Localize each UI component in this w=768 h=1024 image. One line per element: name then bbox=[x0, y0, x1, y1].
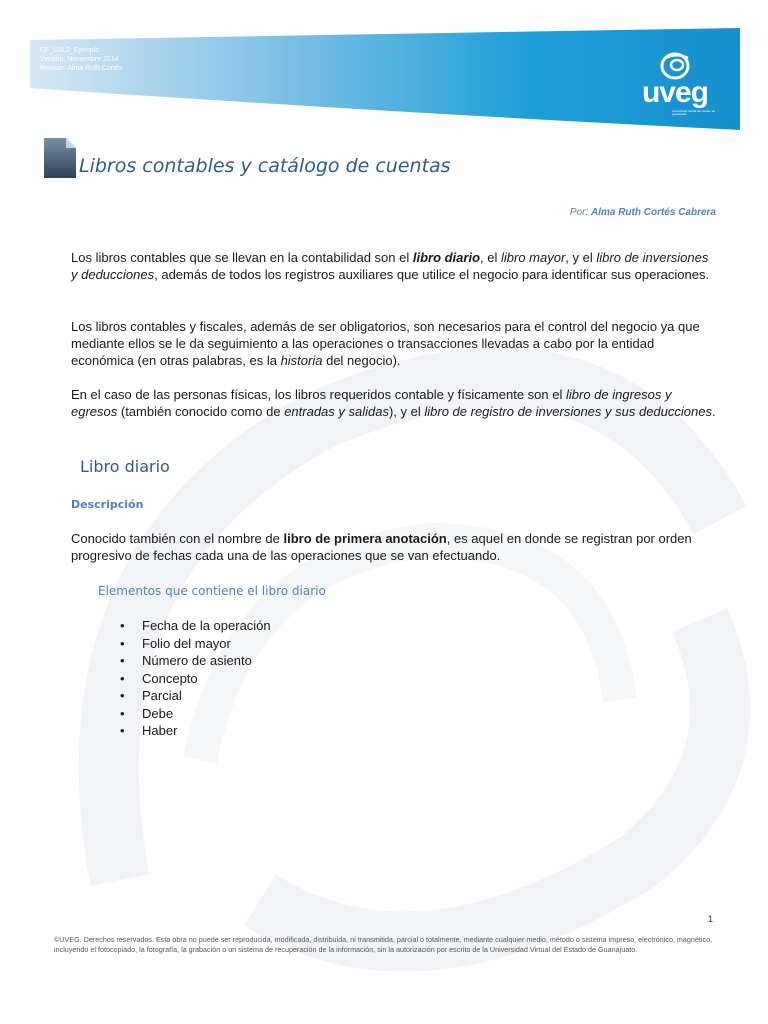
list-item: • Fecha de la operación bbox=[120, 617, 271, 635]
page-number: 1 bbox=[708, 914, 714, 924]
list-item: • Debe bbox=[120, 705, 271, 723]
meta-reviewer: Revisor: Alma Ruth Cortés bbox=[40, 65, 123, 72]
copyright-footer: ©UVEG. Derechos reservados. Esta obra no puede ser reproducida, modificada, distribuida, ni transmitida, parcial o totalmente, mediante cualquier medio, método o sistema impreso, electrónico, magnético, incluyendo el fotocopiado, la fotografía, la grabación o un sistema de recuperación de la información, sin la autorización por escrito de la Universidad Virtual del Estado de Guanajuato. bbox=[54, 935, 713, 954]
list-item: • Folio del mayor bbox=[120, 635, 271, 653]
section-heading: Libro diario bbox=[80, 457, 170, 476]
text-run: , además de todos los registros auxiliares que utilice el negocio para identificar sus operaciones. bbox=[154, 267, 710, 282]
term-libro-inversiones: libro de inversiones y deducciones bbox=[71, 250, 709, 282]
text-run: , y el bbox=[565, 250, 597, 265]
text-run: del negocio). bbox=[322, 353, 401, 368]
meta-version: Versión: Noviembre 2014 bbox=[40, 56, 119, 63]
term-registro-inversiones: libro de registro de inversiones y sus deducciones bbox=[424, 404, 712, 419]
list-item: • Concepto bbox=[120, 670, 271, 688]
text-run: , es aquel en donde se registran por orden progresivo de fechas cada una de las operaciones que se van efectuando. bbox=[71, 531, 692, 563]
term-ingresos-egresos: libro de ingresos y egresos bbox=[71, 387, 672, 419]
text-run: Los libros contables que se llevan en la contabilidad son el bbox=[71, 250, 413, 265]
text-run: , el bbox=[480, 250, 501, 265]
paragraph-descripcion bbox=[71, 530, 716, 564]
term-historia: historia bbox=[280, 353, 323, 368]
term-entradas-salidas: entradas y salidas bbox=[284, 404, 389, 419]
uveg-logo bbox=[632, 50, 718, 120]
term-libro-diario: libro diario bbox=[412, 250, 481, 265]
paragraph-personas-fisicas bbox=[71, 386, 716, 420]
subheading-descripcion: Descripción bbox=[71, 498, 144, 511]
list-item: • Parcial bbox=[120, 687, 271, 705]
paragraph-libros-contables bbox=[71, 249, 716, 283]
text-run: ), y el bbox=[388, 404, 425, 419]
document-icon bbox=[44, 138, 76, 178]
text-run: Los libros contables y fiscales, además de ser obligatorios, son necesarios para el control del negocio ya que mediante ellos se le da seguimiento a las operaciones o transacciones llevadas a cabo por la entidad económica (en otras palabras, es la bbox=[71, 319, 700, 368]
document-metadata bbox=[40, 46, 122, 73]
page-title: Libros contables y catálogo de cuentas bbox=[79, 155, 451, 177]
logo-wordmark: uveg bbox=[641, 76, 709, 109]
text-run: . bbox=[711, 404, 716, 419]
text-run: Conocido también con el nombre de bbox=[71, 531, 284, 546]
author-line bbox=[570, 207, 716, 218]
logo-tagline: universidad virtual del estado de guanajuato bbox=[672, 109, 716, 116]
elements-list bbox=[120, 617, 271, 740]
author-name: Alma Ruth Cortés Cabrera bbox=[590, 207, 716, 218]
list-item: • Número de asiento bbox=[120, 652, 271, 670]
text-run: (también conocido como de bbox=[117, 404, 285, 419]
author-prefix: Por: bbox=[569, 207, 589, 218]
list-heading: Elementos que contiene el libro diario bbox=[98, 584, 326, 598]
text-run: En el caso de las personas físicas, los libros requeridos contable y físicamente son el bbox=[71, 387, 566, 402]
list-item: • Haber bbox=[120, 722, 271, 740]
paragraph-obligatorios bbox=[71, 318, 716, 369]
term-primera-anotacion: libro de primera anotación bbox=[283, 531, 447, 546]
term-libro-mayor: libro mayor bbox=[500, 250, 566, 265]
meta-code: CF_U3L2_Ejemplo bbox=[40, 47, 100, 54]
